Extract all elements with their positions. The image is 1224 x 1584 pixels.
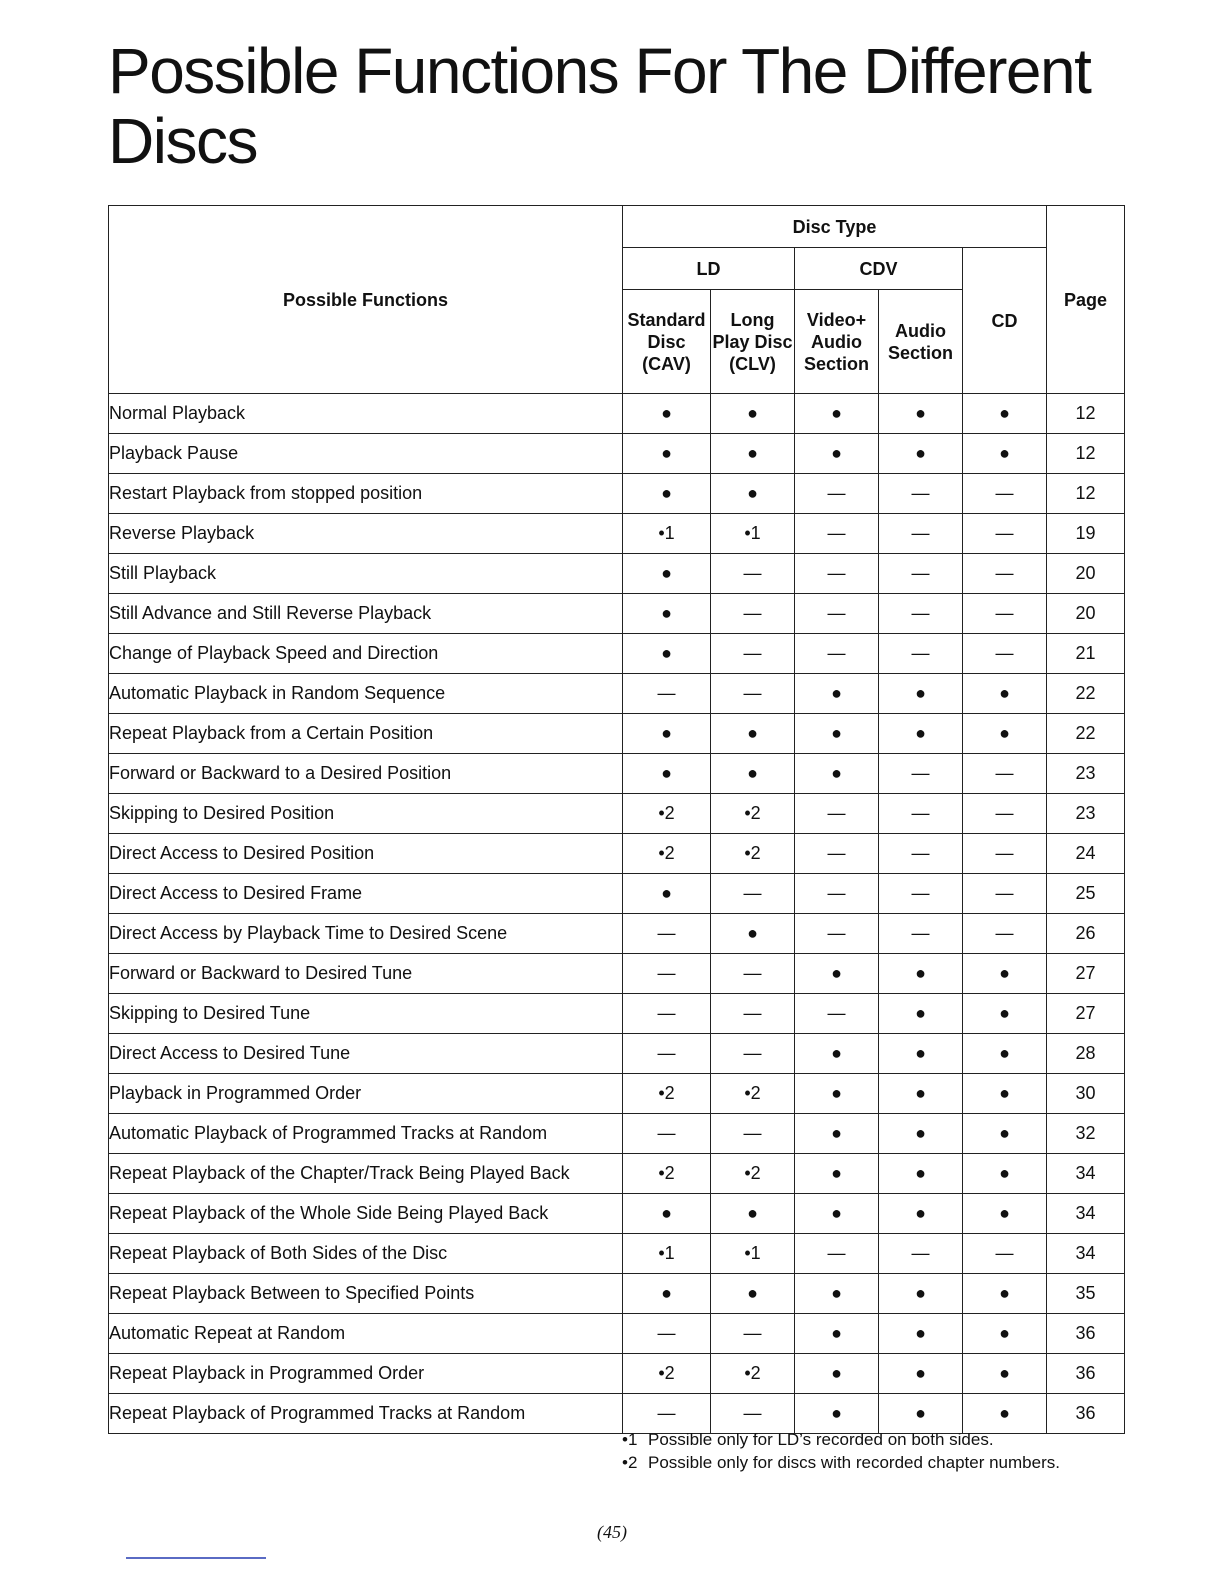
functions-table (108, 205, 1125, 1434)
page-cell: 27 (1047, 994, 1125, 1034)
page-cell: 23 (1047, 754, 1125, 794)
audio-section-cell: ● (879, 954, 963, 994)
long-play-disc-cell: ● (711, 1274, 795, 1314)
function-name: Repeat Playback from a Certain Position (109, 714, 623, 754)
function-name: Repeat Playback of Programmed Tracks at Random (109, 1394, 623, 1434)
video-audio-section-cell: ● (795, 674, 879, 714)
standard-disc-cell: •1 (623, 514, 711, 554)
video-audio-section-cell: ● (795, 1034, 879, 1074)
cd-cell: ● (963, 1114, 1047, 1154)
audio-section-cell: — (879, 554, 963, 594)
table-row (109, 954, 1125, 994)
table-row (109, 674, 1125, 714)
video-audio-section-cell: — (795, 594, 879, 634)
cd-cell: — (963, 794, 1047, 834)
audio-section-cell: — (879, 914, 963, 954)
standard-disc-cell: •2 (623, 794, 711, 834)
table-row (109, 754, 1125, 794)
standard-disc-cell: ● (623, 594, 711, 634)
long-play-disc-cell: — (711, 674, 795, 714)
standard-disc-cell: — (623, 1314, 711, 1354)
standard-disc-cell: — (623, 954, 711, 994)
cd-header: CD (963, 248, 1047, 394)
standard-disc-cell: — (623, 1034, 711, 1074)
audio-section-cell: ● (879, 674, 963, 714)
standard-disc-cell: ● (623, 554, 711, 594)
table-row (109, 714, 1125, 754)
table-row (109, 594, 1125, 634)
cd-cell: — (963, 514, 1047, 554)
cd-cell: ● (963, 434, 1047, 474)
cd-cell: ● (963, 1154, 1047, 1194)
function-name: Change of Playback Speed and Direction (109, 634, 623, 674)
long-play-disc-cell: — (711, 554, 795, 594)
long-play-disc-cell: •1 (711, 514, 795, 554)
long-play-disc-cell: ● (711, 714, 795, 754)
video-audio-section-cell: — (795, 794, 879, 834)
function-name: Playback Pause (109, 434, 623, 474)
standard-disc-cell: ● (623, 434, 711, 474)
audio-section-cell: ● (879, 994, 963, 1034)
footnote-mark: •1 (622, 1430, 638, 1449)
standard-disc-cell: ● (623, 394, 711, 434)
long-play-disc-cell: — (711, 634, 795, 674)
cd-cell: ● (963, 1354, 1047, 1394)
cdv-header: CDV (795, 248, 963, 290)
audio-section-cell: — (879, 474, 963, 514)
standard-disc-cell: ● (623, 634, 711, 674)
table-row (109, 474, 1125, 514)
page-cell: 12 (1047, 394, 1125, 434)
table-row (109, 1034, 1125, 1074)
long-play-disc-cell: ● (711, 1194, 795, 1234)
page-cell: 34 (1047, 1154, 1125, 1194)
table-row (109, 1154, 1125, 1194)
audio-section-cell: — (879, 594, 963, 634)
video-audio-section-cell: ● (795, 1394, 879, 1434)
cd-cell: ● (963, 1314, 1047, 1354)
long-play-disc-cell: •2 (711, 1354, 795, 1394)
page-cell: 36 (1047, 1314, 1125, 1354)
cd-cell: — (963, 1234, 1047, 1274)
page-cell: 36 (1047, 1394, 1125, 1434)
long-play-disc-cell: — (711, 954, 795, 994)
cd-cell: ● (963, 394, 1047, 434)
video-audio-section-cell: — (795, 474, 879, 514)
audio-section-cell: ● (879, 1154, 963, 1194)
page-cell: 22 (1047, 714, 1125, 754)
cd-cell: — (963, 834, 1047, 874)
table-row (109, 994, 1125, 1034)
video-audio-section-header: Video+ Audio Section (795, 290, 879, 394)
disc-type-header: Disc Type (623, 206, 1047, 248)
long-play-disc-cell: ● (711, 474, 795, 514)
long-play-disc-cell: — (711, 594, 795, 634)
standard-disc-cell: — (623, 674, 711, 714)
table-row (109, 1234, 1125, 1274)
audio-section-cell: ● (879, 434, 963, 474)
video-audio-section-cell: ● (795, 714, 879, 754)
audio-section-cell: — (879, 514, 963, 554)
cd-cell: ● (963, 1274, 1047, 1314)
long-play-disc-cell: — (711, 1314, 795, 1354)
audio-section-cell: ● (879, 1114, 963, 1154)
page-cell: 36 (1047, 1354, 1125, 1394)
table-header (109, 206, 1125, 394)
footnote-mark: •2 (622, 1453, 638, 1472)
video-audio-section-cell: ● (795, 1154, 879, 1194)
cd-cell: ● (963, 1194, 1047, 1234)
function-name: Automatic Repeat at Random (109, 1314, 623, 1354)
page-cell: 20 (1047, 554, 1125, 594)
long-play-disc-cell: •1 (711, 1234, 795, 1274)
video-audio-section-cell: — (795, 834, 879, 874)
long-play-disc-cell: ● (711, 434, 795, 474)
long-play-disc-cell: ● (711, 914, 795, 954)
standard-disc-cell: ● (623, 1194, 711, 1234)
function-name: Repeat Playback in Programmed Order (109, 1354, 623, 1394)
video-audio-section-cell: — (795, 634, 879, 674)
page-cell: 32 (1047, 1114, 1125, 1154)
standard-disc-cell: •1 (623, 1234, 711, 1274)
function-name: Forward or Backward to Desired Tune (109, 954, 623, 994)
page-column-header: Page (1047, 206, 1125, 394)
cd-cell: ● (963, 994, 1047, 1034)
standard-disc-cell: •2 (623, 1154, 711, 1194)
video-audio-section-cell: — (795, 514, 879, 554)
function-name: Forward or Backward to a Desired Position (109, 754, 623, 794)
page-cell: 12 (1047, 474, 1125, 514)
audio-section-cell: ● (879, 714, 963, 754)
video-audio-section-cell: ● (795, 754, 879, 794)
standard-disc-cell: ● (623, 874, 711, 914)
possible-functions-header: Possible Functions (109, 206, 623, 394)
table-row (109, 1354, 1125, 1394)
video-audio-section-cell: ● (795, 1274, 879, 1314)
video-audio-section-cell: — (795, 914, 879, 954)
page-cell: 21 (1047, 634, 1125, 674)
function-name: Direct Access by Playback Time to Desired Scene (109, 914, 623, 954)
audio-section-cell: — (879, 794, 963, 834)
audio-section-cell: ● (879, 1034, 963, 1074)
long-play-disc-cell: — (711, 1394, 795, 1434)
function-name: Normal Playback (109, 394, 623, 434)
long-play-disc-cell: •2 (711, 794, 795, 834)
function-name: Skipping to Desired Position (109, 794, 623, 834)
cd-cell: — (963, 554, 1047, 594)
function-name: Still Advance and Still Reverse Playback (109, 594, 623, 634)
footnote-text: Possible only for discs with recorded chapter numbers. (648, 1453, 1060, 1472)
video-audio-section-cell: ● (795, 1194, 879, 1234)
long-play-disc-cell: ● (711, 394, 795, 434)
table-row (109, 1314, 1125, 1354)
footnote-1 (622, 1428, 1060, 1451)
cd-cell: ● (963, 1034, 1047, 1074)
page-cell: 23 (1047, 794, 1125, 834)
footnotes (622, 1428, 1060, 1474)
table-row (109, 914, 1125, 954)
standard-disc-cell: — (623, 1114, 711, 1154)
standard-disc-cell: ● (623, 474, 711, 514)
table-row (109, 794, 1125, 834)
standard-disc-cell: ● (623, 1274, 711, 1314)
function-name: Still Playback (109, 554, 623, 594)
table-row (109, 1194, 1125, 1234)
audio-section-cell: ● (879, 1194, 963, 1234)
footnote-2 (622, 1451, 1060, 1474)
video-audio-section-cell: — (795, 874, 879, 914)
long-play-disc-cell: — (711, 994, 795, 1034)
audio-section-cell: ● (879, 394, 963, 434)
function-name: Skipping to Desired Tune (109, 994, 623, 1034)
audio-section-cell: — (879, 874, 963, 914)
function-name: Repeat Playback of the Chapter/Track Being Played Back (109, 1154, 623, 1194)
page-cell: 28 (1047, 1034, 1125, 1074)
function-name: Direct Access to Desired Position (109, 834, 623, 874)
audio-section-cell: — (879, 754, 963, 794)
table-row (109, 554, 1125, 594)
long-play-disc-cell: — (711, 1034, 795, 1074)
cd-cell: — (963, 754, 1047, 794)
audio-section-cell: ● (879, 1074, 963, 1114)
audio-section-cell: — (879, 634, 963, 674)
standard-disc-cell: •2 (623, 1074, 711, 1114)
video-audio-section-cell: ● (795, 394, 879, 434)
page-cell: 24 (1047, 834, 1125, 874)
page-cell: 35 (1047, 1274, 1125, 1314)
video-audio-section-cell: ● (795, 1114, 879, 1154)
video-audio-section-cell: — (795, 994, 879, 1034)
page-title: Possible Functions For The Different Discs (108, 35, 1091, 177)
cd-cell: — (963, 914, 1047, 954)
long-play-disc-cell: •2 (711, 834, 795, 874)
video-audio-section-cell: — (795, 554, 879, 594)
page-cell: 20 (1047, 594, 1125, 634)
table-row (109, 874, 1125, 914)
page-cell: 34 (1047, 1194, 1125, 1234)
function-name: Automatic Playback in Random Sequence (109, 674, 623, 714)
function-name: Repeat Playback Between to Specified Points (109, 1274, 623, 1314)
standard-disc-cell: ● (623, 714, 711, 754)
video-audio-section-cell: ● (795, 1314, 879, 1354)
function-name: Automatic Playback of Programmed Tracks at Random (109, 1114, 623, 1154)
standard-disc-cell: ● (623, 754, 711, 794)
standard-disc-cell: — (623, 994, 711, 1034)
page-cell: 12 (1047, 434, 1125, 474)
video-audio-section-cell: ● (795, 1354, 879, 1394)
video-audio-section-cell: ● (795, 1074, 879, 1114)
long-play-disc-cell: — (711, 874, 795, 914)
long-play-disc-header: Long Play Disc (CLV) (711, 290, 795, 394)
standard-disc-cell: — (623, 914, 711, 954)
audio-section-cell: ● (879, 1354, 963, 1394)
page-number: (45) (597, 1522, 627, 1542)
table-row (109, 1274, 1125, 1314)
video-audio-section-cell: — (795, 1234, 879, 1274)
video-audio-section-cell: ● (795, 434, 879, 474)
audio-section-cell: — (879, 1234, 963, 1274)
function-name: Repeat Playback of Both Sides of the Disc (109, 1234, 623, 1274)
cd-cell: — (963, 874, 1047, 914)
page-cell: 34 (1047, 1234, 1125, 1274)
audio-section-cell: ● (879, 1274, 963, 1314)
cd-cell: ● (963, 954, 1047, 994)
function-name: Repeat Playback of the Whole Side Being Played Back (109, 1194, 623, 1234)
page-cell: 19 (1047, 514, 1125, 554)
page-cell: 25 (1047, 874, 1125, 914)
footnote-text: Possible only for LD’s recorded on both sides. (648, 1430, 994, 1449)
function-name: Playback in Programmed Order (109, 1074, 623, 1114)
table-row (109, 434, 1125, 474)
standard-disc-cell: — (623, 1394, 711, 1434)
table-row (109, 514, 1125, 554)
footer-rule (126, 1557, 266, 1559)
cd-cell: — (963, 474, 1047, 514)
cd-cell: — (963, 594, 1047, 634)
cd-cell: — (963, 634, 1047, 674)
long-play-disc-cell: ● (711, 754, 795, 794)
page-cell: 22 (1047, 674, 1125, 714)
function-name: Reverse Playback (109, 514, 623, 554)
table-row (109, 834, 1125, 874)
function-name: Restart Playback from stopped position (109, 474, 623, 514)
audio-section-cell: — (879, 834, 963, 874)
cd-cell: ● (963, 1394, 1047, 1434)
page-cell: 27 (1047, 954, 1125, 994)
ld-header: LD (623, 248, 795, 290)
audio-section-cell: ● (879, 1314, 963, 1354)
table-row (109, 634, 1125, 674)
table-body (109, 394, 1125, 1434)
standard-disc-cell: •2 (623, 1354, 711, 1394)
function-name: Direct Access to Desired Frame (109, 874, 623, 914)
standard-disc-cell: •2 (623, 834, 711, 874)
function-name: Direct Access to Desired Tune (109, 1034, 623, 1074)
cd-cell: ● (963, 674, 1047, 714)
cd-cell: ● (963, 714, 1047, 754)
standard-disc-header: Standard Disc (CAV) (623, 290, 711, 394)
cd-cell: ● (963, 1074, 1047, 1114)
long-play-disc-cell: •2 (711, 1154, 795, 1194)
long-play-disc-cell: — (711, 1114, 795, 1154)
video-audio-section-cell: ● (795, 954, 879, 994)
page-cell: 30 (1047, 1074, 1125, 1114)
page-cell: 26 (1047, 914, 1125, 954)
table-row (109, 394, 1125, 434)
audio-section-cell: ● (879, 1394, 963, 1434)
long-play-disc-cell: •2 (711, 1074, 795, 1114)
audio-section-header: Audio Section (879, 290, 963, 394)
table-row (109, 1074, 1125, 1114)
table-row (109, 1114, 1125, 1154)
